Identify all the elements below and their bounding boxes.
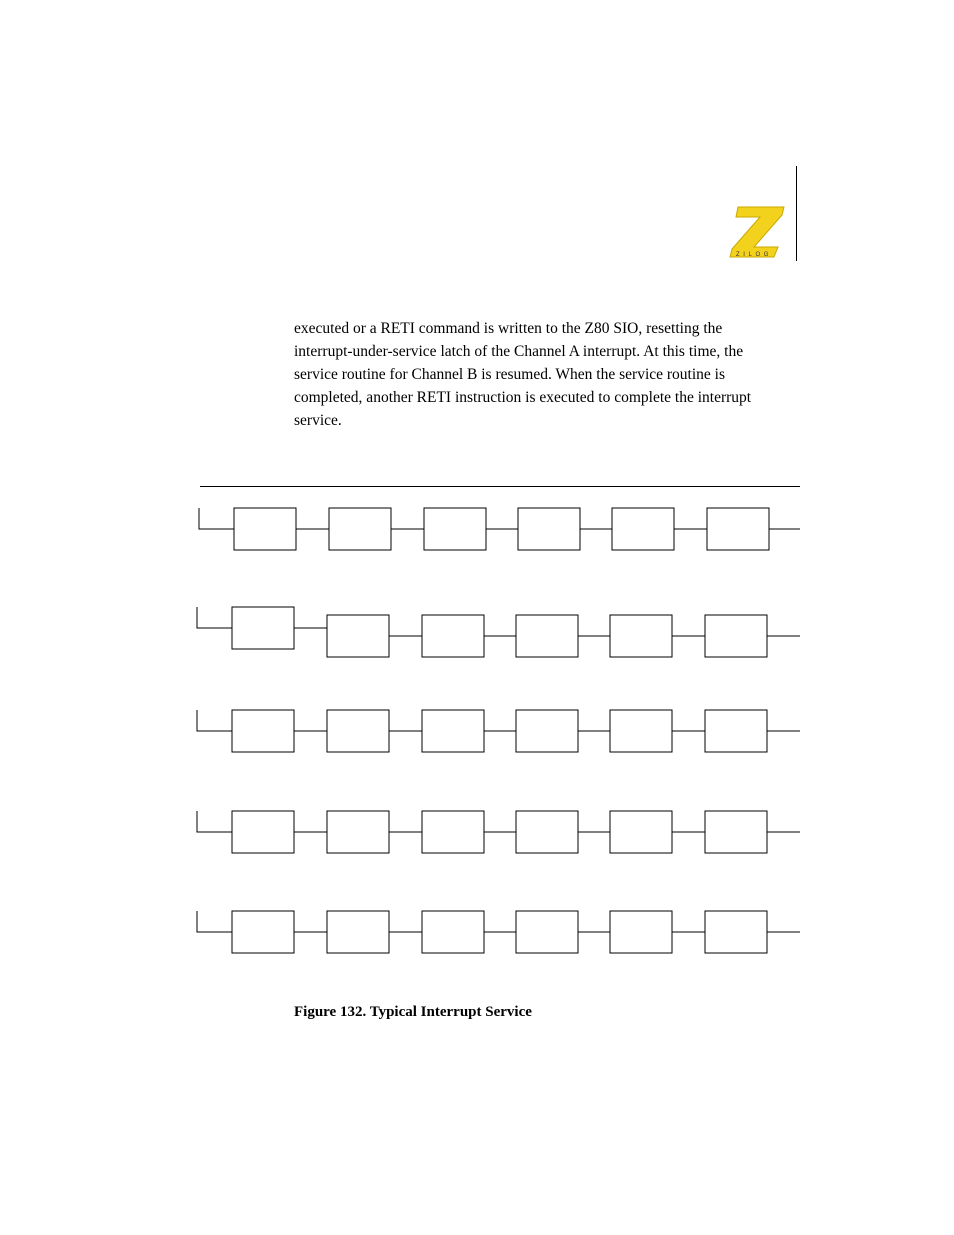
diagram-row (197, 607, 800, 657)
diagram-box (518, 508, 580, 550)
row-lead-in-line (197, 710, 232, 731)
row-lead-in-line (197, 607, 232, 628)
diagram-box (232, 811, 294, 853)
diagram-box (610, 710, 672, 752)
diagram-box (612, 508, 674, 550)
diagram-box (422, 911, 484, 953)
diagram-box (610, 911, 672, 953)
body-line: executed or a RETI command is written to the Z80 SIO, resetting the (294, 320, 723, 337)
body-line: service routine for Channel B is resumed. When the service routine is (294, 366, 726, 383)
diagram-box (232, 911, 294, 953)
diagram-row (197, 811, 800, 853)
diagram-box (705, 911, 767, 953)
body-line: interrupt-under-service latch of the Channel A interrupt. At this time, the (294, 343, 744, 360)
diagram-box (232, 710, 294, 752)
diagram-box (516, 811, 578, 853)
diagram-box (424, 508, 486, 550)
diagram-box (327, 710, 389, 752)
diagram-box (516, 911, 578, 953)
diagram-box (705, 811, 767, 853)
diagram-box (705, 615, 767, 657)
diagram-row (197, 710, 800, 752)
diagram-box (329, 508, 391, 550)
figure-caption: Figure 132. Typical Interrupt Service (294, 1004, 532, 1020)
row-lead-in-line (197, 811, 232, 832)
diagram-box (422, 615, 484, 657)
diagram-box (327, 811, 389, 853)
diagram-box (422, 811, 484, 853)
diagram-box (705, 710, 767, 752)
diagram-box (422, 710, 484, 752)
diagram-box (610, 615, 672, 657)
diagram-row (197, 911, 800, 953)
logo-wordmark: ZILOG (736, 252, 773, 258)
diagram-box (707, 508, 769, 550)
diagram-box (327, 911, 389, 953)
diagram-box (516, 710, 578, 752)
diagram-box (516, 615, 578, 657)
diagram-box (327, 615, 389, 657)
diagram-row (199, 508, 800, 550)
row-lead-in-line (197, 911, 232, 932)
body-line: service. (294, 412, 342, 429)
body-line: completed, another RETI instruction is executed to complete the interrupt (294, 389, 752, 406)
diagram-box (234, 508, 296, 550)
row-lead-in-line (199, 508, 234, 529)
diagram-box (610, 811, 672, 853)
diagram-box (232, 607, 294, 649)
